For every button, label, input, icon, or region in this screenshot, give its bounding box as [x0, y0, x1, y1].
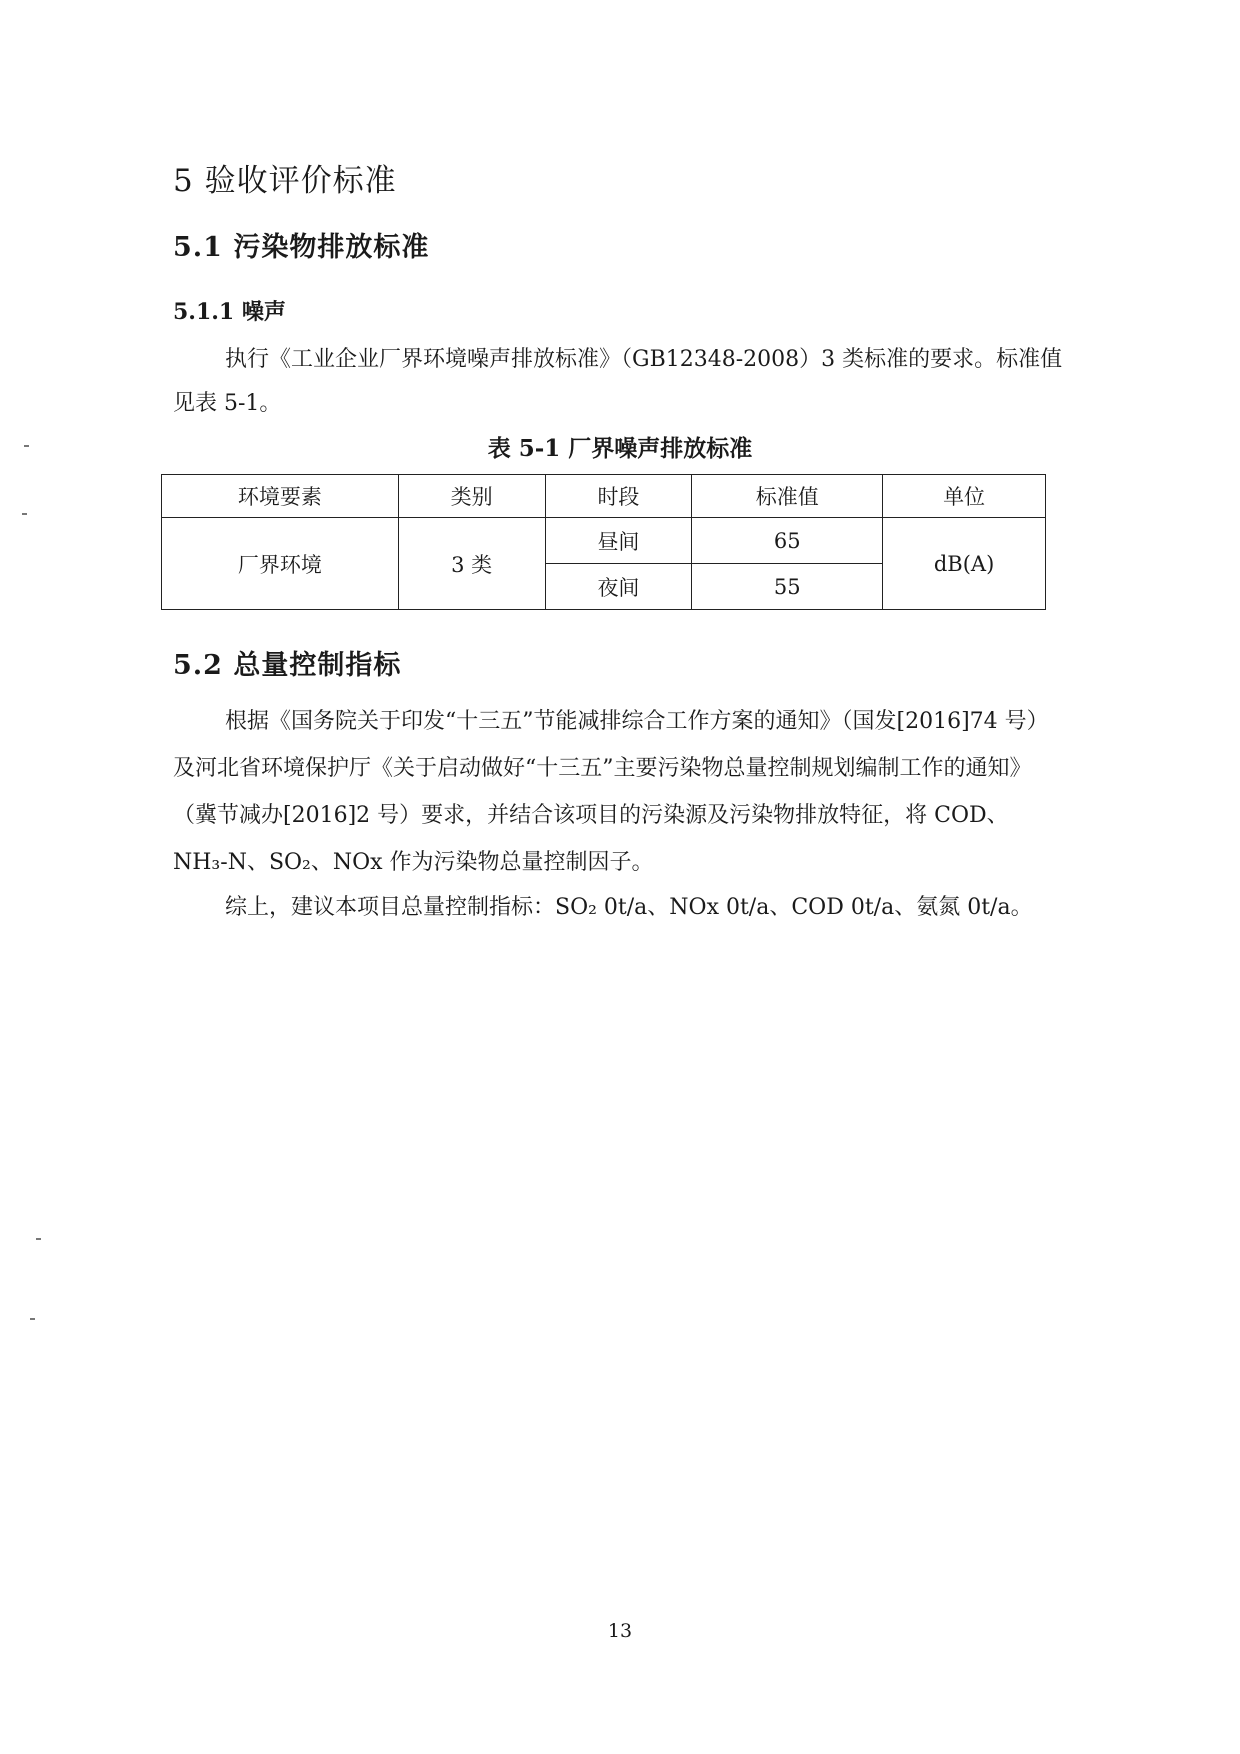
total-control-summary-paragraph: 综上，建议本项目总量控制指标：SO₂ 0t/a、NOx 0t/a、COD 0t/a、氨氮 0t/a。 — [225, 895, 1033, 920]
header-cell: 标准值 — [692, 475, 883, 518]
value-cell: 65 — [692, 518, 883, 564]
table-row — [162, 518, 1046, 564]
subsection-heading-5-1: 5.1 污染物排放标准 — [173, 232, 430, 263]
scan-speck — [36, 1238, 41, 1240]
scan-speck — [24, 445, 29, 447]
header-cell: 时段 — [545, 475, 692, 518]
value-cell: 55 — [692, 564, 883, 610]
header-cell: 环境要素 — [162, 475, 399, 518]
noise-standard-table — [161, 474, 1046, 610]
header-cell: 类别 — [398, 475, 545, 518]
category-cell: 3 类 — [398, 518, 545, 610]
scan-speck — [30, 1318, 35, 1320]
element-cell: 厂界环境 — [162, 518, 399, 610]
header-cell: 单位 — [883, 475, 1046, 518]
noise-standard-paragraph: 执行《工业企业厂界环境噪声排放标准》（GB12348-2008）3 类标准的要求。标准值见表 5-1。 — [173, 347, 1063, 416]
scan-speck — [22, 513, 27, 515]
page-number: 13 — [607, 1620, 633, 1642]
period-cell: 夜间 — [545, 564, 692, 610]
table-header-row — [162, 475, 1046, 518]
subsection-heading-5-2: 5.2 总量控制指标 — [173, 650, 402, 681]
subsubsection-heading-5-1-1: 5.1.1 噪声 — [173, 299, 286, 325]
table-caption: 表 5-1 厂界噪声排放标准 — [487, 435, 753, 462]
period-cell: 昼间 — [545, 518, 692, 564]
unit-cell: dB(A) — [883, 518, 1046, 610]
section-heading: 5 验收评价标准 — [173, 163, 397, 199]
total-control-paragraph: 根据《国务院关于印发“十三五”节能减排综合工作方案的通知》（国发[2016]74 号）及河北省环境保护厅《关于启动做好“十三五”主要污染物总量控制规划编制工作的通知》（冀节减办[2016]2 号）要求，并结合该项目的污染源及污染物排放特征，将 COD、NH₃-N、SO₂、NOx 作为污染物总量控制因子。 — [173, 709, 1049, 875]
